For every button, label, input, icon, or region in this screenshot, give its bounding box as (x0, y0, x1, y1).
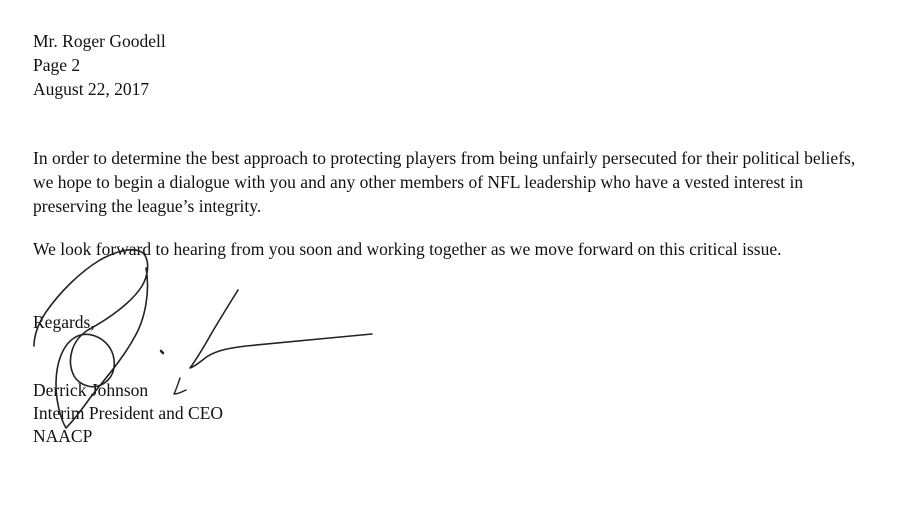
signature-block (33, 379, 223, 448)
closing-salutation: Regards, (33, 312, 95, 332)
signature-tail-stroke (190, 290, 372, 368)
signature-dot (161, 351, 163, 353)
recipient-name: Mr. Roger Goodell (33, 31, 166, 51)
letter-date: August 22, 2017 (33, 79, 150, 99)
signer-name: Derrick Johnson (33, 380, 149, 400)
signer-title: Interim President and CEO (33, 403, 224, 423)
letter-header (33, 29, 166, 101)
signer-organization: NAACP (33, 426, 93, 446)
body-paragraph-1: In order to determine the best approach to protecting players from being unfairly persecuted for their political beliefs, we hope to begin a dialogue with you and any other members of NFL leadership who have a vested interest in preserving the league’s integrity. (33, 148, 856, 216)
page-number: Page 2 (33, 55, 81, 75)
body-paragraph-2: We look forward to hearing from you soon and working together as we move forward on this critical issue. (33, 239, 782, 259)
